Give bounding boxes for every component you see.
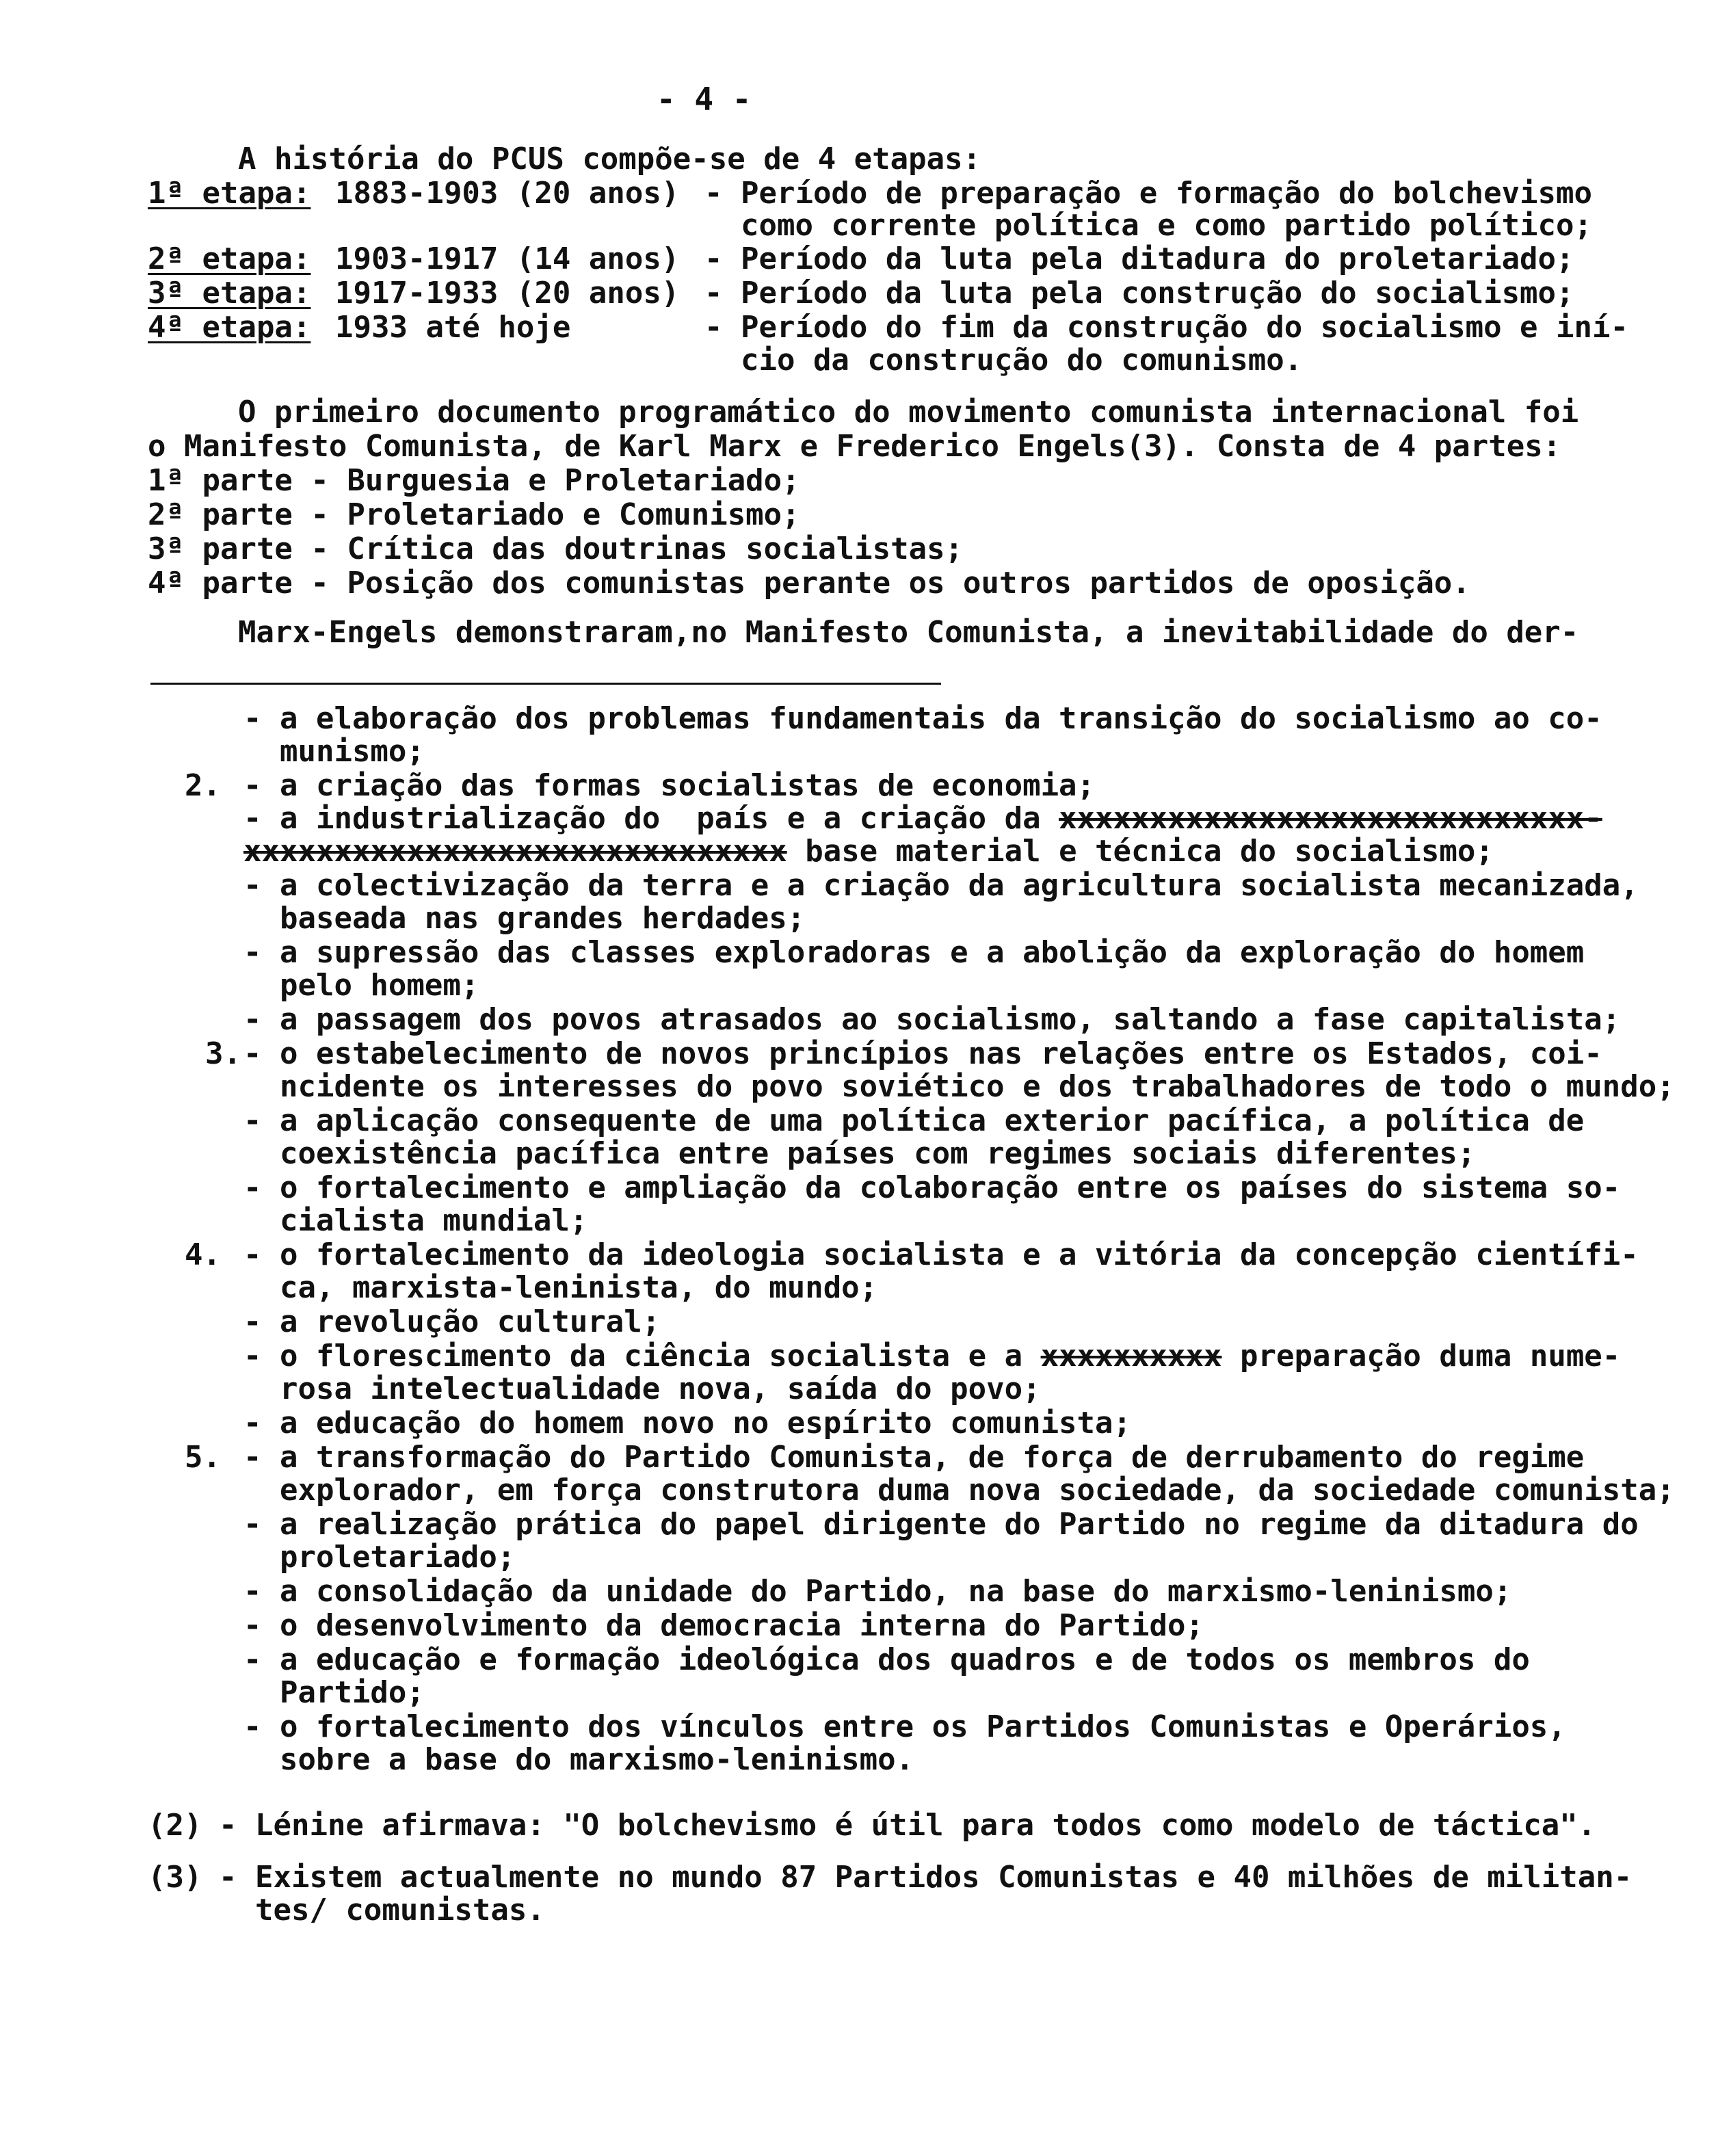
etapa-4-desc-1: - Período do fim da construção do socialismo e iní- — [704, 310, 1629, 345]
intro-line: A história do PCUS compõe-se de 4 etapas: — [238, 142, 981, 176]
etapa-3-years: 1917-1933 (20 anos) — [335, 276, 680, 311]
section-number-5: 5. — [185, 1440, 221, 1475]
list-item: - o fortalecimento da ideologia socialista e a vitória da concepção científi- — [243, 1237, 1639, 1272]
footnote-3-text: tes/ comunistas. — [219, 1893, 545, 1928]
list-item — [243, 802, 1602, 836]
footnote-2-text: - Lénine afirmava: "O bolchevismo é útil para todos como modelo de táctica". — [219, 1808, 1596, 1843]
list-item: - a elaboração dos problemas fundamentais da transição do socialismo ao co- — [243, 701, 1602, 736]
section-number-2: 2. — [185, 768, 221, 803]
list-item: - o estabelecimento de novos princípios nas relações entre os Estados, coi- — [243, 1036, 1602, 1071]
list-item: Partido; — [243, 1675, 425, 1710]
list-item: - a supressão das classes exploradoras e a abolição da exploração do homem — [243, 935, 1585, 970]
list-item: - a aplicação consequente de uma política exterior pacífica, a política de — [243, 1103, 1585, 1138]
etapa-1-desc-2: como corrente política e como partido político; — [704, 208, 1593, 243]
list-item: - a educação e formação ideológica dos quadros e de todos os membros do — [243, 1642, 1530, 1677]
etapa-3-desc-1: - Período da luta pela construção do socialismo; — [704, 276, 1574, 311]
paragraph-1-line-1: O primeiro documento programático do movimento comunista internacional foi — [238, 395, 1579, 430]
etapa-1-desc-1: - Período de preparação e formação do bolchevismo — [704, 176, 1593, 211]
paragraph-1-line-2: o Manifesto Comunista, de Karl Marx e Frederico Engels(3). Consta de 4 partes: — [148, 429, 1561, 464]
list-item: - a passagem dos povos atrasados ao socialismo, saltando a fase capitalista; — [243, 1002, 1621, 1037]
list-item: - a educação do homem novo no espírito comunista; — [243, 1406, 1132, 1441]
list-item: - a realização prática do papel dirigente do Partido no regime da ditadura do — [243, 1507, 1639, 1542]
list-item: ca, marxista-leninista, do mundo; — [243, 1270, 878, 1305]
struck-out-text: xxxxxxxxxxxxxxxxxxxxxxxxxxxxx- — [1059, 801, 1602, 836]
list-item: cialista mundial; — [243, 1203, 588, 1238]
struck-out-text: xxxxxxxxxxxxxxxxxxxxxxxxxxxxxx — [243, 834, 787, 869]
parte-4: 4ª parte - Posição dos comunistas perante os outros partidos de oposição. — [148, 566, 1470, 601]
etapa-2-label: 2ª etapa: — [148, 241, 311, 276]
list-item-text: base material e técnica do socialismo; — [787, 834, 1494, 869]
list-item: baseada nas grandes herdades; — [243, 901, 806, 936]
etapa-4-desc-2: cio da construção do comunismo. — [704, 343, 1303, 378]
struck-out-text: xxxxxxxxxx — [1040, 1339, 1222, 1373]
footnote-2-mark: (2) — [148, 1808, 202, 1843]
list-item — [243, 1339, 1620, 1373]
list-item: rosa intelectualidade nova, saída do povo; — [243, 1371, 1041, 1406]
footnote-3-mark: (3) — [148, 1860, 202, 1895]
list-item: proletariado; — [243, 1540, 516, 1575]
section-number-3: 3. — [205, 1036, 241, 1071]
list-item — [243, 834, 1494, 869]
list-item: - o fortalecimento dos vínculos entre os Partidos Comunistas e Operários, — [243, 1709, 1566, 1744]
list-item: - a criação das formas socialistas de economia; — [243, 768, 1096, 803]
list-item: - o fortalecimento e ampliação da colaboração entre os países do sistema so- — [243, 1170, 1621, 1205]
list-item: - a consolidação da unidade do Partido, na base do marxismo-leninismo; — [243, 1574, 1512, 1609]
list-item: - o desenvolvimento da democracia interna do Partido; — [243, 1608, 1204, 1643]
etapa-4-years: 1933 até hoje — [335, 310, 571, 345]
parte-3: 3ª parte - Crítica das doutrinas socialistas; — [148, 531, 964, 566]
parte-1: 1ª parte - Burguesia e Proletariado; — [148, 463, 800, 498]
page-number: - 4 - — [657, 81, 752, 118]
list-item: munismo; — [243, 734, 425, 769]
etapa-2-years: 1903-1917 (14 anos) — [335, 241, 680, 276]
paragraph-2: Marx-Engels demonstraram,no Manifesto Comunista, a inevitabilidade do der- — [238, 615, 1579, 650]
section-number-4: 4. — [185, 1237, 221, 1272]
list-item: - a transformação do Partido Comunista, de força de derrubamento do regime — [243, 1440, 1585, 1475]
list-item-text: - a industrialização do país e a criação da — [243, 801, 1041, 836]
etapa-2-desc-1: - Período da luta pela ditadura do proletariado; — [704, 241, 1574, 276]
list-item: coexistência pacífica entre países com regimes sociais diferentes; — [243, 1136, 1476, 1171]
list-item: explorador, em força construtora duma nova sociedade, da sociedade comunista; — [243, 1473, 1675, 1508]
parte-2: 2ª parte - Proletariado e Comunismo; — [148, 497, 800, 532]
footnote-divider — [150, 683, 941, 685]
list-item: ncidente os interesses do povo soviético e dos trabalhadores de todo o mundo; — [243, 1069, 1675, 1104]
list-item: - a colectivização da terra e a criação da agricultura socialista mecanizada, — [243, 868, 1639, 903]
etapa-3-label: 3ª etapa: — [148, 276, 311, 311]
list-item: sobre a base do marxismo-leninismo. — [243, 1742, 914, 1777]
etapa-4-label: 4ª etapa: — [148, 310, 311, 345]
list-item: - a revolução cultural; — [243, 1304, 661, 1339]
list-item-text: preparação duma nume- — [1221, 1339, 1621, 1373]
list-item: pelo homem; — [243, 968, 479, 1003]
etapa-1-years: 1883-1903 (20 anos) — [335, 176, 680, 211]
list-item-text: - o florescimento da ciência socialista e a — [243, 1339, 1023, 1373]
etapa-1-label: 1ª etapa: — [148, 176, 311, 211]
footnote-3-text: - Existem actualmente no mundo 87 Partidos Comunistas e 40 milhões de militan- — [219, 1860, 1633, 1895]
